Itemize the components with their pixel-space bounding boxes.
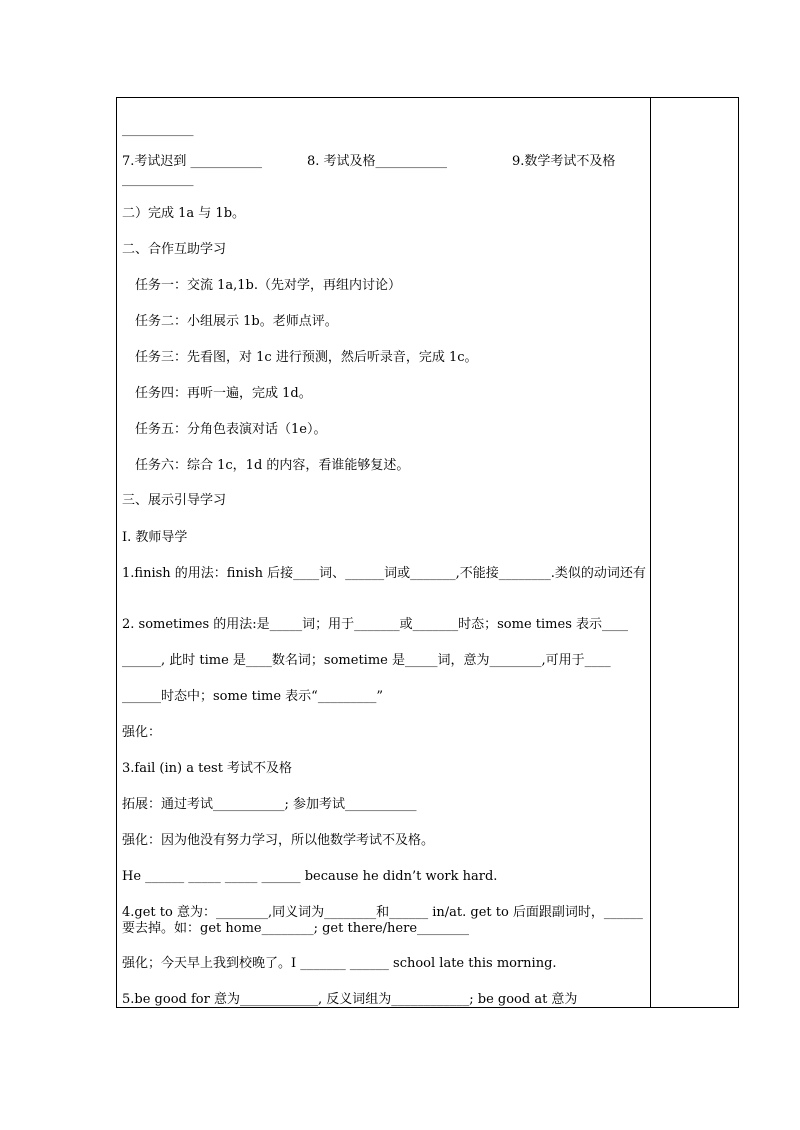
blank-line: ___________ xyxy=(122,172,194,187)
task-1: 任务一：交流 1a,1b.（先对学，再组内讨论） xyxy=(135,278,402,293)
grammar-point-3: 3.fail (in) a test 考试不及格 xyxy=(122,761,293,776)
grammar-point-1: 1.finish 的用法：finish 后接____词、______词或_______,不能接________.类似的动词还有 xyxy=(122,566,646,581)
section-heading: 二、合作互助学习 xyxy=(122,242,227,257)
practice-label: 强化： xyxy=(122,725,162,740)
task-2: 任务二：小组展示 1b。老师点评。 xyxy=(135,314,338,329)
task-5: 任务五：分角色表演对话（1e）。 xyxy=(135,422,327,437)
task-6: 任务六：综合 1c，1d 的内容，看谁能够复述。 xyxy=(135,458,410,473)
blank-line: ___________ xyxy=(122,122,194,137)
item-9: 9.数学考试不及格 xyxy=(512,154,616,169)
grammar-point-5: 5.be good for 意为____________, 反义词组为____________; be good at 意为 xyxy=(122,992,578,1007)
task-line: 二）完成 1a 与 1b。 xyxy=(122,206,246,221)
grammar-point-2-cont: ______时态中；some time 表示“_________” xyxy=(122,689,383,704)
practice-line: 强化：因为他没有努力学习，所以他数学考试不及格。 xyxy=(122,833,435,848)
subsection-heading: I. 教师导学 xyxy=(122,530,188,545)
item-7: 7.考试迟到 ___________ xyxy=(122,154,263,169)
task-4: 任务四：再听一遍，完成 1d。 xyxy=(135,386,312,401)
practice-line: 强化；今天早上我到校晚了。I _______ ______ school late this morning. xyxy=(122,956,557,971)
section-heading: 三、展示引导学习 xyxy=(122,493,227,508)
task-3: 任务三：先看图，对 1c 进行预测，然后听录音，完成 1c。 xyxy=(135,350,478,365)
grammar-point-4: 4.get to 意为：________,同义词为________和______ in/at. get to 后面跟副词时，______要去掉。如：get home________; get there/here________ xyxy=(122,905,643,936)
extension-line: 拓展：通过考试___________; 参加考试___________ xyxy=(122,797,417,812)
grammar-point-2: 2. sometimes 的用法:是_____词；用于_______或_______时态；some times 表示____ xyxy=(122,617,628,632)
grammar-point-2-cont: ______, 此时 time 是____数名词；sometime 是_____词，意为________,可用于____ xyxy=(122,653,611,668)
item-8: 8. 考试及格___________ xyxy=(307,154,448,169)
column-divider xyxy=(650,97,651,1008)
vocab-row xyxy=(122,154,646,170)
fill-in-sentence: He ______ _____ _____ ______ because he didn’t work hard. xyxy=(122,869,498,884)
